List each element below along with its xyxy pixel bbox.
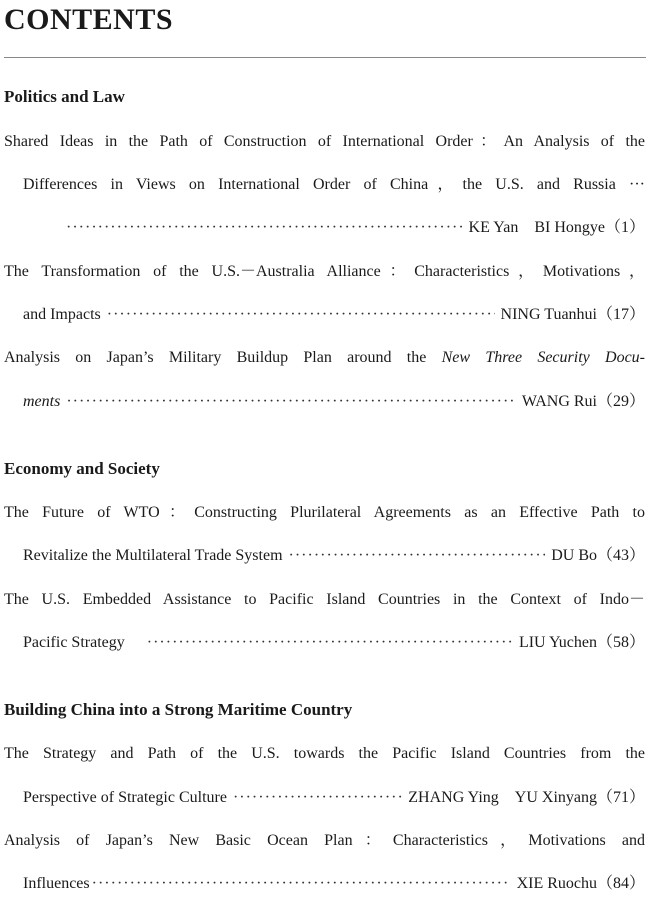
toc-entry-leader[interactable]	[66, 218, 645, 238]
entry-title-line: Influences	[23, 875, 90, 892]
toc-entry-leader[interactable]	[23, 546, 645, 566]
entry-title-line[interactable]: Shared Ideas in the Path of Construction of International Order：An Analysis of the	[4, 133, 645, 150]
entry-title-line[interactable]: The Future of WTO：Constructing Plurilateral Agreements as an Effective Path to	[4, 504, 646, 521]
entry-title-line[interactable]: Analysis of Japan’s New Basic Ocean Plan：Characteristics，Motivations and	[4, 832, 645, 849]
dot-leader	[66, 392, 516, 412]
dot-leader	[289, 546, 546, 566]
title-divider	[4, 57, 646, 58]
entry-author-page: NING Tuanhui（17）	[500, 306, 645, 323]
entry-title-line: Pacific Strategy	[23, 634, 125, 651]
toc-entry-leader[interactable]	[23, 392, 645, 412]
document-title-italic: New Three Security Docu-	[441, 349, 645, 366]
dot-leader	[66, 218, 463, 238]
toc-entry-leader[interactable]	[23, 788, 645, 808]
toc-entry-leader[interactable]	[23, 633, 645, 653]
dot-leader	[147, 633, 513, 653]
entry-title-line: and Impacts	[23, 306, 101, 323]
entry-title-line[interactable]: Differences in Views on International Order of China，the U.S. and Russia ···	[23, 176, 645, 193]
dot-leader	[92, 874, 511, 894]
entry-title-line[interactable]: The Transformation of the U.S.－Australia Alliance：Characteristics，Motivations，	[4, 263, 645, 280]
entry-title-line: Revitalize the Multilateral Trade System	[23, 547, 283, 564]
section-heading: Politics and Law	[4, 87, 125, 106]
entry-author-page: DU Bo（43）	[551, 547, 645, 564]
entry-author-page: KE Yan BI Hongye（1）	[468, 219, 645, 236]
document-title-italic: ments	[23, 393, 61, 410]
entry-author-page: LIU Yuchen（58）	[518, 634, 645, 651]
toc-entry-leader[interactable]	[23, 305, 645, 325]
entry-title-text: Analysis on Japan’s Military Buildup Plan around the	[4, 349, 442, 366]
dot-leader	[233, 788, 402, 808]
section-heading: Economy and Society	[4, 459, 160, 478]
dot-leader	[107, 305, 495, 325]
entry-title-line[interactable]	[4, 348, 645, 368]
entry-author-page: ZHANG Ying YU Xinyang（71）	[408, 789, 645, 806]
entry-author-page: WANG Rui（29）	[521, 393, 645, 410]
page-title: CONTENTS	[4, 3, 174, 36]
entry-title-line[interactable]: The Strategy and Path of the U.S. towards the Pacific Island Countries from the	[4, 745, 645, 762]
toc-entry-leader[interactable]	[23, 874, 645, 894]
entry-author-page: XIE Ruochu（84）	[516, 875, 645, 892]
section-heading: Building China into a Strong Maritime Country	[4, 700, 353, 719]
entry-title-line[interactable]: The U.S. Embedded Assistance to Pacific Island Countries in the Context of Indo－	[4, 591, 645, 608]
entry-title-line: Perspective of Strategic Culture	[23, 789, 227, 806]
